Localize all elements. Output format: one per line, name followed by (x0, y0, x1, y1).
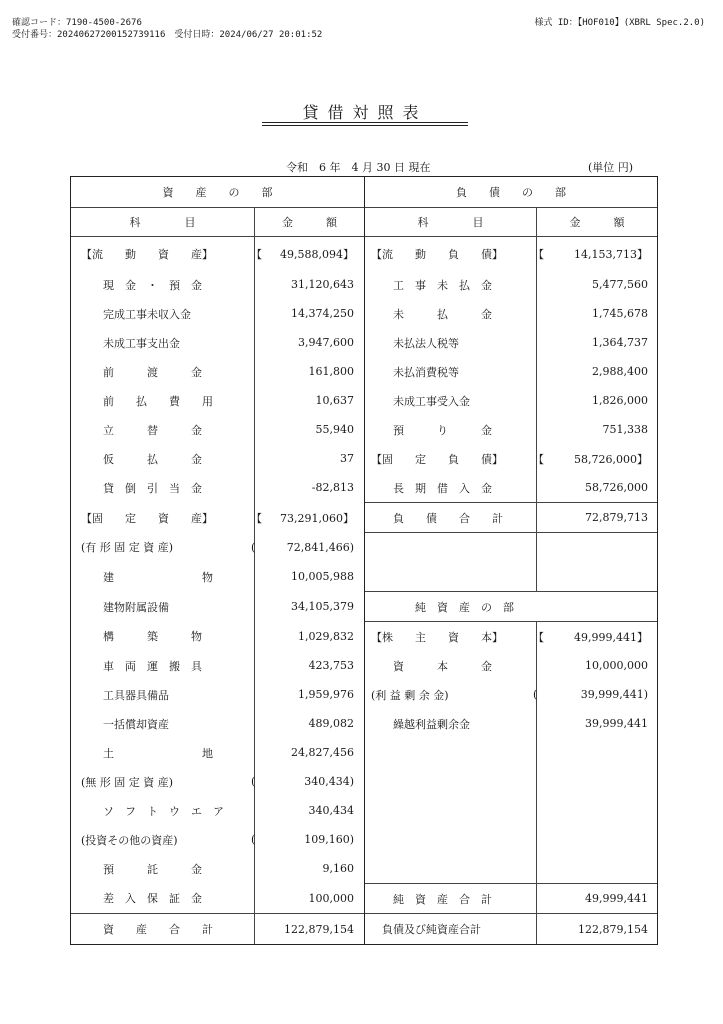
liability-amount (537, 473, 658, 503)
liability-amount (537, 357, 658, 386)
liability-amount-value: 2,988,400 (592, 365, 648, 378)
balance-row (71, 767, 658, 796)
liability-item-text: 純 資 産 合 計 (371, 892, 492, 906)
liability-amount (537, 767, 658, 796)
balance-row (71, 854, 658, 884)
liability-item-text: 資 本 金 (371, 659, 492, 673)
asset-item (71, 533, 255, 563)
liability-item (365, 270, 537, 299)
asset-amount (255, 796, 365, 825)
liability-item (365, 651, 537, 680)
title-underline (262, 122, 468, 123)
liability-amount-value: 72,879,713 (585, 511, 648, 524)
liability-amount-value: 49,999,441 (585, 892, 648, 905)
asset-amount-bracket: 【 (251, 247, 262, 261)
asset-amount-value: 73,291,060】 (280, 511, 354, 525)
liability-item (365, 709, 537, 738)
asset-item (71, 884, 255, 914)
as-of-date: 令和 6 年 4 月 30 日 現在 (286, 161, 431, 174)
liability-item-text: 純 資 産 の 部 (371, 600, 514, 614)
liability-amount (537, 914, 658, 945)
liability-amount (537, 415, 658, 444)
balance-row (71, 270, 658, 299)
document-header-left (12, 17, 322, 41)
asset-item-text: 【固 定 資 産】 (81, 511, 213, 525)
liability-amount (537, 562, 658, 592)
asset-item (71, 299, 255, 328)
asset-amount (255, 680, 365, 709)
liability-item-text: 預 り 金 (371, 423, 492, 437)
confirmation-code: 確認コード：7190-4500-2676 (12, 18, 142, 28)
liability-amount (537, 328, 658, 357)
document-title: 貸借対照表 (302, 103, 428, 122)
liability-item (365, 622, 537, 652)
liability-item (365, 854, 537, 884)
asset-item (71, 592, 255, 622)
balance-row (71, 825, 658, 854)
liability-amount (537, 651, 658, 680)
asset-item (71, 825, 255, 854)
asset-amount (251, 767, 365, 796)
liability-amount (537, 270, 658, 299)
asset-amount-value: 37 (340, 452, 354, 465)
asset-amount (255, 357, 365, 386)
asset-item-text: 完成工事未収入金 (81, 307, 191, 321)
asset-amount (255, 622, 365, 652)
asset-amount (251, 503, 365, 533)
asset-item-text: 前 払 費 用 (81, 394, 213, 408)
liability-amount-value: 1,826,000 (592, 394, 648, 407)
liability-amount (537, 884, 658, 914)
asset-item (71, 680, 255, 709)
liability-amount (537, 386, 658, 415)
balance-row (71, 386, 658, 415)
liability-amount-bracket: ( (533, 688, 538, 701)
asset-item-text: 建物附属設備 (81, 600, 169, 614)
currency-unit: (単位 円) (588, 161, 634, 174)
asset-amount-value: 31,120,643 (291, 278, 354, 291)
balance-row (71, 709, 658, 738)
liability-item-text: 未払消費税等 (371, 365, 459, 379)
asset-item-text: 貸 倒 引 当 金 (81, 481, 202, 495)
liability-amount (533, 622, 658, 652)
asset-item (71, 237, 255, 271)
liability-item-text: 未払法人税等 (371, 336, 459, 350)
balance-row (71, 444, 658, 473)
form-id: 様式 ID：【HOF010】(XBRL Spec.2.0) (534, 18, 705, 28)
liability-amount-value: 14,153,713】 (574, 247, 648, 261)
balance-row (71, 473, 658, 503)
asset-item (71, 444, 255, 473)
asset-amount (255, 651, 365, 680)
liability-amount-value: 5,477,560 (592, 278, 648, 291)
asset-item (71, 738, 255, 767)
asset-item-text: 現 金 ・ 預 金 (81, 278, 202, 292)
liability-item (365, 328, 537, 357)
asset-item-text: 一括償却資産 (81, 717, 169, 731)
balance-row (71, 651, 658, 680)
asset-amount-value: 340,434 (308, 804, 354, 817)
balance-row (71, 562, 658, 592)
asset-amount (255, 328, 365, 357)
asset-item (71, 270, 255, 299)
asset-item (71, 386, 255, 415)
liability-item (365, 444, 537, 473)
liability-item (365, 738, 537, 767)
liability-amount-value: 10,000,000 (585, 659, 648, 672)
asset-item-text: 資 産 合 計 (81, 923, 213, 936)
liability-amount-value: 58,726,000 (585, 481, 648, 494)
liability-item (365, 357, 537, 386)
asset-item (71, 473, 255, 503)
asset-item (71, 767, 255, 796)
asset-item-text: 土 地 (81, 746, 213, 760)
liability-amount-bracket: 【 (533, 630, 544, 644)
asset-amount-value: 9,160 (322, 862, 354, 876)
liability-amount (533, 237, 658, 271)
asset-item (71, 854, 255, 884)
liability-item (365, 680, 537, 709)
asset-amount-value: 72,841,466) (286, 540, 354, 554)
asset-amount-value: 122,879,154 (284, 922, 354, 936)
balance-row (71, 914, 658, 945)
liability-item-text: 未成工事受入金 (371, 394, 470, 408)
asset-amount-value: 1,959,976 (298, 688, 354, 701)
liability-amount-value: 1,745,678 (592, 307, 648, 320)
liability-item (365, 533, 537, 563)
receipt-info: 受付番号：20240627200152739116 受付日時：2024/06/27 20:01:52 (12, 30, 323, 40)
liability-item-text: 負債及び純資産合計 (371, 923, 481, 936)
balance-row (71, 738, 658, 767)
asset-amount (251, 825, 365, 854)
asset-item (71, 415, 255, 444)
asset-item (71, 328, 255, 357)
asset-item (71, 503, 255, 533)
asset-amount-bracket: ( (251, 775, 256, 788)
liability-item (365, 237, 537, 271)
asset-amount-bracket: ( (251, 540, 256, 554)
liability-amount-value: 49,999,441】 (574, 630, 648, 644)
liabilities-section-header: 負 債 の 部 (365, 177, 658, 208)
asset-amount (255, 884, 365, 914)
assets-amount-header: 金 額 (255, 208, 365, 237)
balance-row (71, 680, 658, 709)
balance-row (71, 622, 658, 652)
liability-item-text: 負 債 合 計 (371, 511, 503, 525)
column-header-row (71, 208, 658, 237)
asset-amount (255, 386, 365, 415)
assets-item-header: 科 目 (71, 208, 255, 237)
asset-amount (251, 237, 365, 271)
liability-amount-value: 39,999,441 (585, 717, 648, 730)
asset-amount-bracket: 【 (251, 511, 262, 525)
asset-amount (255, 415, 365, 444)
asset-amount-value: 489,082 (308, 717, 354, 730)
liability-item (365, 884, 537, 914)
asset-item-text: 構 築 物 (81, 630, 202, 644)
liability-amount-value: 58,726,000】 (574, 452, 648, 466)
asset-amount (255, 299, 365, 328)
asset-amount-value: 340,434) (304, 775, 354, 788)
liability-amount (537, 796, 658, 825)
asset-item-text: 建 物 (81, 570, 213, 584)
asset-amount (251, 533, 365, 563)
liability-amount (537, 503, 658, 533)
liability-item (365, 503, 537, 533)
asset-amount (255, 709, 365, 738)
liability-amount (537, 533, 658, 563)
asset-amount (255, 592, 365, 622)
balance-row (71, 796, 658, 825)
liability-amount (537, 854, 658, 884)
liability-item-text: (利 益 剰 余 金) (371, 688, 449, 702)
asset-item (71, 651, 255, 680)
liability-item (365, 386, 537, 415)
asset-amount (255, 854, 365, 884)
asset-amount-value: 423,753 (308, 659, 354, 672)
asset-item (71, 914, 255, 945)
asset-amount (255, 914, 365, 945)
asset-amount-value: -82,813 (311, 481, 354, 495)
asset-amount-value: 34,105,379 (291, 600, 354, 613)
liability-amount-value: 39,999,441) (580, 688, 648, 701)
liability-amount-bracket: 【 (533, 247, 544, 261)
liability-item (365, 796, 537, 825)
asset-amount-value: 14,374,250 (291, 307, 354, 320)
section-header-row (71, 177, 658, 208)
liability-amount (533, 680, 658, 709)
liability-amount-bracket: 【 (533, 452, 544, 466)
balance-row (71, 533, 658, 563)
asset-amount (255, 444, 365, 473)
liability-amount (537, 709, 658, 738)
liability-amount (537, 825, 658, 854)
liability-item (365, 592, 658, 622)
asset-item-text: (投資その他の資産) (81, 833, 178, 847)
liability-item (365, 562, 537, 592)
asset-item-text: 差 入 保 証 金 (81, 892, 202, 906)
balance-row (71, 237, 658, 271)
liability-item (365, 415, 537, 444)
liability-item-text: 長 期 借 入 金 (371, 481, 492, 495)
asset-item (71, 622, 255, 652)
liability-item-text: 繰越利益剰余金 (371, 717, 470, 731)
liability-item-text: 工 事 未 払 金 (371, 278, 492, 292)
asset-amount-value: 10,637 (315, 394, 354, 407)
liability-amount-value: 122,879,154 (578, 922, 648, 936)
balance-row (71, 357, 658, 386)
asset-amount-value: 109,160) (304, 833, 354, 846)
title-underline-second (262, 125, 468, 126)
asset-amount (255, 473, 365, 503)
asset-amount (255, 562, 365, 592)
asset-item-text: 前 渡 金 (81, 365, 202, 379)
liability-amount (533, 444, 658, 473)
balance-row (71, 503, 658, 533)
liability-item (365, 914, 537, 945)
asset-amount-value: 24,827,456 (291, 746, 354, 759)
asset-item (71, 562, 255, 592)
asset-item-text: ソ フ ト ウ エ ア (81, 804, 224, 818)
liabilities-amount-header: 金 額 (537, 208, 658, 237)
balance-row (71, 592, 658, 622)
asset-item-text: 立 替 金 (81, 423, 202, 437)
liability-item-text: 【株 主 資 本】 (371, 630, 503, 644)
asset-amount-value: 55,940 (315, 423, 354, 436)
asset-item (71, 357, 255, 386)
asset-amount-value: 10,005,988 (291, 570, 354, 584)
asset-amount (255, 738, 365, 767)
asset-amount-value: 161,800 (308, 365, 354, 378)
liability-item-text: 【流 動 負 債】 (371, 247, 503, 261)
liability-item-text: 【固 定 負 債】 (371, 452, 503, 466)
liability-amount (537, 738, 658, 767)
asset-item-text: 仮 払 金 (81, 452, 202, 466)
balance-sheet-table (70, 176, 658, 945)
balance-row (71, 884, 658, 914)
asset-amount-bracket: ( (251, 833, 256, 846)
asset-amount-value: 100,000 (308, 891, 354, 905)
liabilities-item-header: 科 目 (365, 208, 537, 237)
balance-row (71, 328, 658, 357)
liability-amount-value: 751,338 (602, 423, 648, 436)
liability-item (365, 825, 537, 854)
asset-amount (255, 270, 365, 299)
asset-item-text: (無 形 固 定 資 産) (81, 775, 174, 789)
asset-amount-value: 1,029,832 (298, 629, 354, 643)
liability-item-text: 未 払 金 (371, 307, 492, 321)
assets-section-header: 資 産 の 部 (71, 177, 365, 208)
asset-item-text: 車 両 運 搬 具 (81, 659, 202, 673)
asset-item-text: 預 託 金 (81, 862, 202, 876)
liability-item (365, 299, 537, 328)
balance-row (71, 299, 658, 328)
asset-amount-value: 49,588,094】 (280, 247, 354, 261)
asset-amount-value: 3,947,600 (298, 336, 354, 349)
asset-item-text: (有 形 固 定 資 産) (81, 541, 174, 555)
asset-item (71, 796, 255, 825)
liability-item (365, 767, 537, 796)
balance-row (71, 415, 658, 444)
asset-item-text: 工具器具備品 (81, 688, 169, 702)
asset-item-text: 【流 動 資 産】 (81, 247, 213, 261)
liability-amount-value: 1,364,737 (592, 336, 648, 349)
asset-item-text: 未成工事支出金 (81, 336, 180, 350)
liability-amount (537, 299, 658, 328)
asset-item (71, 709, 255, 738)
liability-item (365, 473, 537, 503)
